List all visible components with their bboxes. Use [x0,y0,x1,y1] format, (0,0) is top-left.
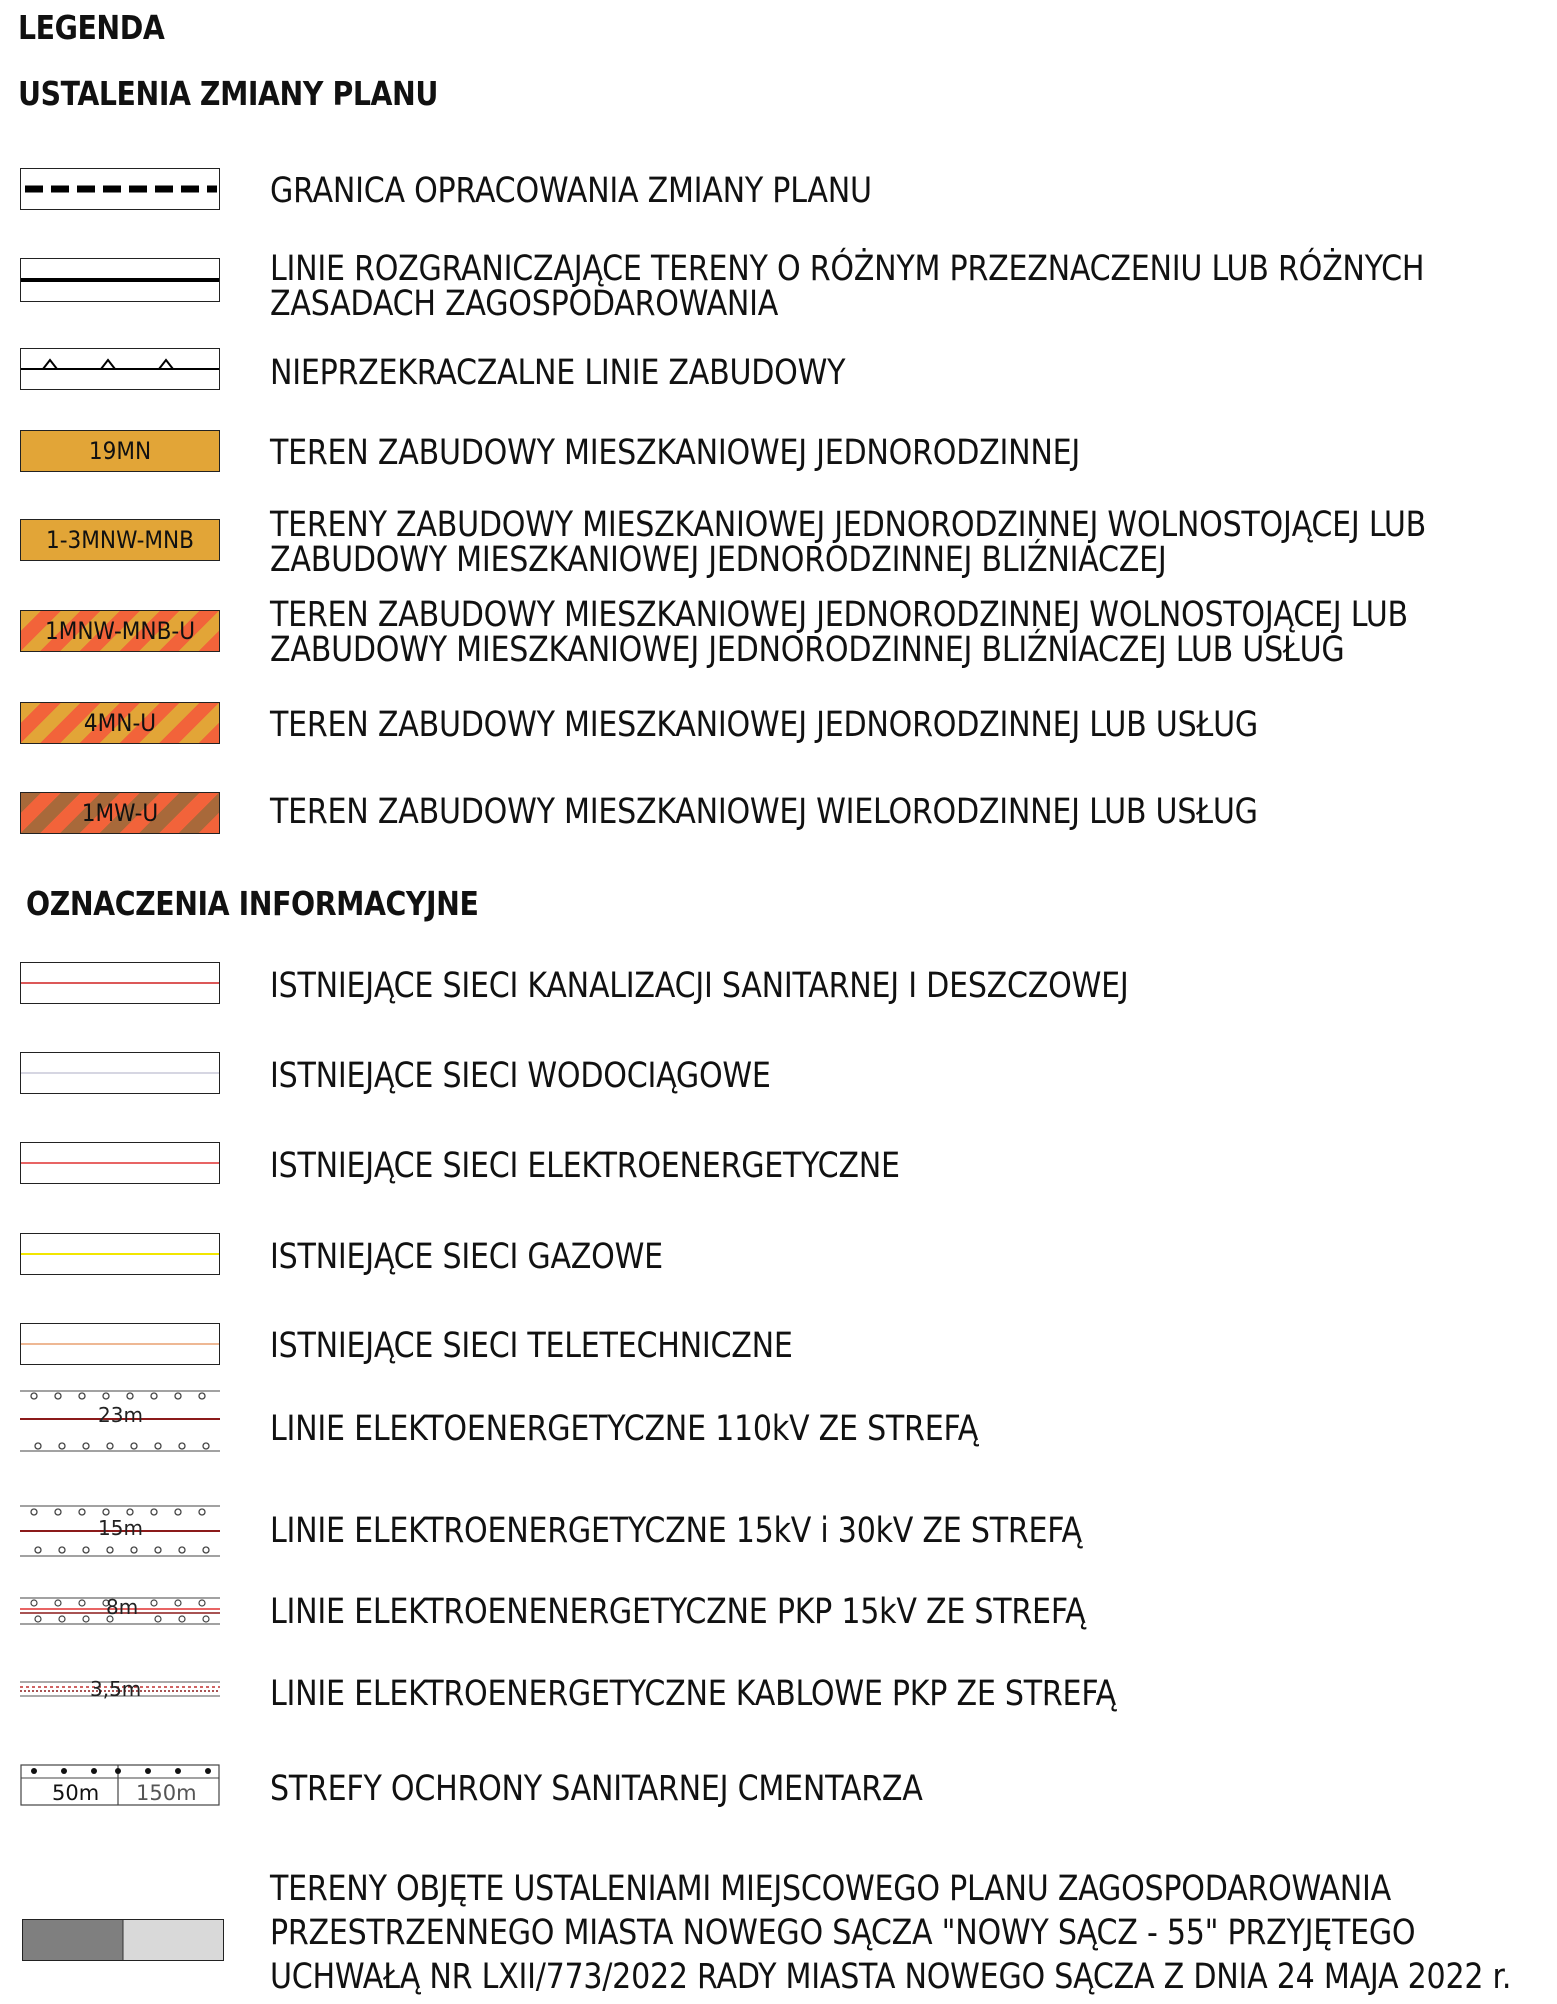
symbol-telecom-network [20,1323,220,1365]
symbol-zone-mnw-mnb [20,519,220,561]
label-zone-mnw-mnb-2: ZABUDOWY MIESZKANIOWEJ JEDNORODZINNEJ BLIŹNIACZEJ [270,540,1167,580]
zone-code-mnw-mnb: 1-3MNW-MNB [46,526,194,554]
symbol-zone-mnw-mnb-u [20,610,220,652]
symbol-cemetery-zone [20,1764,220,1806]
zone-code-1mw-u: 1MW-U [81,799,159,827]
label-zone-19mn: TEREN ZABUDOWY MIESZKANIOWEJ JEDNORODZINNEJ [270,433,1080,473]
symbol-power-network [20,1142,220,1184]
zone-width-pkp-cable: 3,5m [90,1677,142,1701]
section-info-heading: OZNACZENIA INFORMACYJNE [26,884,479,923]
label-adopted-plan-area-3: UCHWAŁĄ NR LXII/773/2022 RADY MIASTA NOWEGO SĄCZA Z DNIA 24 MAJA 2022 r. [270,1957,1512,1997]
symbol-building-line [20,348,220,390]
label-water-network: ISTNIEJĄCE SIECI WODOCIĄGOWE [270,1056,771,1096]
section-plan-heading: USTALENIA ZMIANY PLANU [18,74,438,113]
label-demarcation-line-2: ZASADACH ZAGOSPODAROWANIA [270,284,779,324]
label-pkp-15kv-line: LINIE ELEKTROENENERGETYCZNE PKP 15kV ZE STREFĄ [270,1592,1086,1632]
label-zone-mnw-mnb-u-2: ZABUDOWY MIESZKANIOWEJ JEDNORODZINNEJ BLIŹNIACZEJ LUB USŁUG [270,630,1345,670]
symbol-zone-1mw-u [20,792,220,834]
label-zone-4mn-u: TEREN ZABUDOWY MIESZKANIOWEJ JEDNORODZINNEJ LUB USŁUG [270,705,1258,745]
zone-code-mnw-mnb-u: 1MNW-MNB-U [44,617,196,645]
legend-title: LEGENDA [18,8,165,47]
zone-width-cemetery-inner: 50m [52,1781,100,1805]
symbol-15kv-30kv-line [20,1500,220,1560]
symbol-demarcation-line [20,258,220,302]
symbol-water-network [20,1052,220,1094]
symbol-pkp-cable-line [20,1678,220,1700]
symbol-zone-19mn [20,430,220,472]
label-sewer-network: ISTNIEJĄCE SIECI KANALIZACJI SANITARNEJ I DESZCZOWEJ [270,966,1129,1006]
symbol-110kv-line [20,1385,220,1455]
symbol-pkp-15kv-line [20,1594,220,1628]
symbol-gas-network [20,1233,220,1275]
label-110kv-line: LINIE ELEKTOENERGETYCZNE 110kV ZE STREFĄ [270,1409,979,1449]
zone-width-cemetery-outer: 150m [136,1781,197,1805]
label-adopted-plan-area-2: PRZESTRZENNEGO MIASTA NOWEGO SĄCZA "NOWY SĄCZ - 55" PRZYJĘTEGO [270,1913,1416,1953]
symbol-zone-4mn-u [20,702,220,744]
label-building-line: NIEPRZEKRACZALNE LINIE ZABUDOWY [270,353,846,393]
label-pkp-cable-line: LINIE ELEKTROENERGETYCZNE KABLOWE PKP ZE STREFĄ [270,1674,1116,1714]
label-15kv-30kv-line: LINIE ELEKTROENERGETYCZNE 15kV i 30kV ZE STREFĄ [270,1511,1082,1551]
label-power-network: ISTNIEJĄCE SIECI ELEKTROENERGETYCZNE [270,1146,900,1186]
zone-width-pkp-15kv: 8m [106,1595,139,1619]
label-zone-1mw-u: TEREN ZABUDOWY MIESZKANIOWEJ WIELORODZINNEJ LUB USŁUG [270,792,1258,832]
label-zone-mnw-mnb-u-1: TEREN ZABUDOWY MIESZKANIOWEJ JEDNORODZINNEJ WOLNOSTOJĄCEJ LUB [270,595,1408,635]
zone-code-19mn: 19MN [88,437,152,465]
label-telecom-network: ISTNIEJĄCE SIECI TELETECHNICZNE [270,1326,793,1366]
symbol-sewer-network [20,962,220,1004]
zone-width-15kv: 15m [98,1516,143,1540]
symbol-plan-boundary [20,168,220,210]
label-plan-boundary: GRANICA OPRACOWANIA ZMIANY PLANU [270,171,872,211]
zone-code-4mn-u: 4MN-U [83,709,157,737]
label-zone-mnw-mnb-1: TERENY ZABUDOWY MIESZKANIOWEJ JEDNORODZINNEJ WOLNOSTOJĄCEJ LUB [270,505,1427,545]
label-adopted-plan-area-1: TERENY OBJĘTE USTALENIAMI MIEJSCOWEGO PLANU ZAGOSPODAROWANIA [270,1869,1391,1909]
symbol-adopted-plan-area [22,1919,224,1961]
label-cemetery-zone: STREFY OCHRONY SANITARNEJ CMENTARZA [270,1769,923,1809]
label-demarcation-line-1: LINIE ROZGRANICZAJĄCE TERENY O RÓŻNYM PRZEZNACZENIU LUB RÓŻNYCH [270,249,1425,289]
label-gas-network: ISTNIEJĄCE SIECI GAZOWE [270,1237,663,1277]
zone-width-110kv: 23m [98,1403,143,1427]
